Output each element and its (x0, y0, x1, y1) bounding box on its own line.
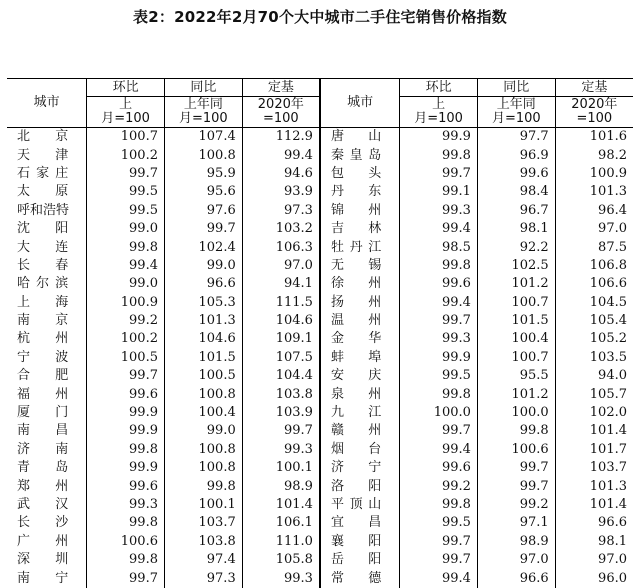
header-yoy-left: 同比 (164, 79, 242, 97)
mom-value-right: 99.5 (400, 514, 478, 532)
header-mom-right: 环比 (400, 79, 478, 97)
base-value-left: 112.9 (242, 128, 320, 147)
base-value-left: 106.1 (242, 514, 320, 532)
base-value-right: 101.3 (555, 477, 633, 495)
base-value-left: 99.3 (242, 569, 320, 587)
mom-value-right: 99.6 (400, 459, 478, 477)
city-name-right: 泉州 (320, 385, 400, 403)
yoy-value-right: 100.7 (477, 349, 555, 367)
yoy-value-left: 100.8 (164, 459, 242, 477)
base-value-left: 97.0 (242, 257, 320, 275)
header-city-right: 城市 (320, 79, 400, 128)
base-value-right: 105.4 (555, 312, 633, 330)
city-name-right: 安庆 (320, 367, 400, 385)
table-row (7, 349, 633, 367)
yoy-value-left: 99.0 (164, 257, 242, 275)
yoy-value-right: 99.8 (477, 422, 555, 440)
base-value-right: 94.0 (555, 367, 633, 385)
city-name-left: 太原 (17, 184, 69, 200)
city-name-left: 厦门 (17, 405, 69, 421)
mom-value-right: 99.4 (400, 294, 478, 312)
table-row (7, 441, 633, 459)
yoy-value-right: 100.6 (477, 441, 555, 459)
yoy-value-right: 99.7 (477, 459, 555, 477)
table-row (7, 294, 633, 312)
base-value-left: 99.3 (242, 441, 320, 459)
mom-value-right: 99.2 (400, 477, 478, 495)
city-name-left: 南昌 (17, 423, 69, 439)
city-name-right: 常德 (320, 569, 400, 587)
yoy-value-left: 107.4 (164, 128, 242, 147)
mom-value-right: 99.8 (400, 257, 478, 275)
city-name-right: 九江 (320, 404, 400, 422)
base-value-left: 100.1 (242, 459, 320, 477)
yoy-value-right: 100.7 (477, 294, 555, 312)
city-name-right: 平顶山 (320, 496, 400, 514)
base-value-right: 97.0 (555, 551, 633, 569)
mom-value-right: 99.7 (400, 165, 478, 183)
yoy-value-right: 99.7 (477, 477, 555, 495)
header-yoy-right: 同比 (477, 79, 555, 97)
yoy-value-right: 98.9 (477, 533, 555, 551)
mom-value-left: 100.2 (87, 146, 165, 164)
mom-value-right: 99.9 (400, 349, 478, 367)
base-value-right: 98.2 (555, 146, 633, 164)
mom-value-left: 99.5 (87, 183, 165, 201)
table-row (7, 312, 633, 330)
table-row (7, 257, 633, 275)
base-value-left: 94.1 (242, 275, 320, 293)
yoy-value-left: 103.7 (164, 514, 242, 532)
yoy-value-left: 97.4 (164, 551, 242, 569)
yoy-value-right: 97.7 (477, 128, 555, 147)
city-name-right: 温州 (320, 312, 400, 330)
base-value-left: 99.7 (242, 422, 320, 440)
yoy-value-left: 101.3 (164, 312, 242, 330)
base-value-left: 111.5 (242, 294, 320, 312)
base-value-right: 105.2 (555, 330, 633, 348)
table-row (7, 165, 633, 183)
mom-value-right: 99.7 (400, 551, 478, 569)
city-name-right: 包头 (320, 165, 400, 183)
city-name-left: 北京 (17, 129, 69, 145)
mom-value-left: 99.7 (87, 165, 165, 183)
table-row (7, 477, 633, 495)
base-value-left: 104.4 (242, 367, 320, 385)
table-row (7, 275, 633, 293)
city-name-left: 南宁 (17, 570, 69, 586)
mom-value-left: 100.5 (87, 349, 165, 367)
yoy-value-right: 101.2 (477, 385, 555, 403)
yoy-value-left: 103.8 (164, 533, 242, 551)
city-name-left: 深圳 (17, 552, 69, 568)
yoy-value-right: 96.7 (477, 202, 555, 220)
city-name-right: 唐山 (320, 128, 400, 147)
city-name-right: 锦州 (320, 202, 400, 220)
mom-value-right: 99.6 (400, 275, 478, 293)
header-mom-left: 环比 (87, 79, 165, 97)
city-name-left: 天津 (17, 147, 69, 163)
table-row (7, 385, 633, 403)
mom-value-left: 99.8 (87, 238, 165, 256)
city-name-left: 长沙 (17, 515, 69, 531)
yoy-value-left: 105.3 (164, 294, 242, 312)
city-name-left: 长春 (17, 257, 69, 273)
mom-value-left: 99.9 (87, 422, 165, 440)
yoy-value-left: 100.5 (164, 367, 242, 385)
table-row (7, 422, 633, 440)
base-value-right: 106.8 (555, 257, 633, 275)
header-base-right: 定基 (555, 79, 633, 97)
mom-value-right: 99.9 (400, 128, 478, 147)
mom-value-left: 100.9 (87, 294, 165, 312)
yoy-value-left: 104.6 (164, 330, 242, 348)
yoy-value-right: 100.0 (477, 404, 555, 422)
base-value-left: 98.9 (242, 477, 320, 495)
yoy-value-left: 95.6 (164, 183, 242, 201)
base-value-right: 101.3 (555, 183, 633, 201)
yoy-value-right: 92.2 (477, 238, 555, 256)
table-row (7, 367, 633, 385)
city-name-right: 秦皇岛 (320, 146, 400, 164)
mom-value-left: 99.0 (87, 275, 165, 293)
base-value-right: 96.4 (555, 202, 633, 220)
yoy-value-left: 95.9 (164, 165, 242, 183)
city-name-left: 青岛 (17, 460, 69, 476)
city-name-right: 金华 (320, 330, 400, 348)
city-name-right: 无锡 (320, 257, 400, 275)
base-value-left: 101.4 (242, 496, 320, 514)
table-row (7, 551, 633, 569)
city-name-left: 福州 (17, 386, 69, 402)
city-name-right: 吉林 (320, 220, 400, 238)
table-row (7, 404, 633, 422)
mom-value-left: 99.7 (87, 367, 165, 385)
mom-value-left: 99.5 (87, 202, 165, 220)
subheader-mom-left: 上 月=100 (87, 97, 165, 128)
city-name-right: 牡丹江 (320, 238, 400, 256)
yoy-value-right: 95.5 (477, 367, 555, 385)
table-row (7, 238, 633, 256)
base-value-left: 93.9 (242, 183, 320, 201)
mom-value-left: 99.3 (87, 496, 165, 514)
table-row (7, 183, 633, 201)
city-name-left: 宁波 (17, 349, 69, 365)
table-row (7, 146, 633, 164)
yoy-value-right: 96.6 (477, 569, 555, 587)
yoy-value-right: 99.6 (477, 165, 555, 183)
city-name-left: 郑州 (17, 478, 69, 494)
yoy-value-right: 97.0 (477, 551, 555, 569)
city-name-left: 合肥 (17, 368, 69, 384)
mom-value-right: 99.3 (400, 330, 478, 348)
table-row (7, 496, 633, 514)
table-row (7, 202, 633, 220)
mom-value-left: 99.9 (87, 404, 165, 422)
city-name-right: 襄阳 (320, 533, 400, 551)
subheader-yoy-right: 上年同 月=100 (477, 97, 555, 128)
base-value-right: 98.1 (555, 533, 633, 551)
base-value-right: 97.0 (555, 220, 633, 238)
city-name-left: 大连 (17, 239, 69, 255)
yoy-value-right: 100.4 (477, 330, 555, 348)
city-name-left: 石家庄 (17, 165, 69, 181)
city-name-right: 赣州 (320, 422, 400, 440)
city-name-left: 广州 (17, 533, 69, 549)
mom-value-right: 99.8 (400, 496, 478, 514)
city-name-right: 烟台 (320, 441, 400, 459)
city-name-right: 徐州 (320, 275, 400, 293)
yoy-value-left: 101.5 (164, 349, 242, 367)
base-value-right: 106.6 (555, 275, 633, 293)
city-name-left: 南京 (17, 313, 69, 329)
yoy-value-left: 96.6 (164, 275, 242, 293)
base-value-left: 97.3 (242, 202, 320, 220)
base-value-left: 111.0 (242, 533, 320, 551)
mom-value-right: 99.4 (400, 220, 478, 238)
mom-value-right: 98.5 (400, 238, 478, 256)
city-name-right: 丹东 (320, 183, 400, 201)
city-name-left: 呼和浩特 (17, 202, 70, 218)
base-value-left: 107.5 (242, 349, 320, 367)
mom-value-right: 99.4 (400, 441, 478, 459)
yoy-value-left: 99.0 (164, 422, 242, 440)
table-row (7, 514, 633, 532)
base-value-right: 100.9 (555, 165, 633, 183)
table-body (7, 128, 633, 588)
yoy-value-left: 99.8 (164, 477, 242, 495)
header-base-left: 定基 (242, 79, 320, 97)
city-name-left: 沈阳 (17, 221, 69, 237)
yoy-value-right: 101.2 (477, 275, 555, 293)
subheader-base-right: 2020年=100 (555, 97, 633, 128)
yoy-value-right: 102.5 (477, 257, 555, 275)
yoy-value-left: 102.4 (164, 238, 242, 256)
base-value-right: 105.7 (555, 385, 633, 403)
base-value-left: 109.1 (242, 330, 320, 348)
mom-value-left: 99.8 (87, 551, 165, 569)
yoy-value-left: 100.1 (164, 496, 242, 514)
city-name-right: 济宁 (320, 459, 400, 477)
mom-value-left: 100.7 (87, 128, 165, 147)
base-value-left: 103.9 (242, 404, 320, 422)
mom-value-right: 99.4 (400, 569, 478, 587)
base-value-right: 87.5 (555, 238, 633, 256)
mom-value-right: 99.7 (400, 312, 478, 330)
subheader-yoy-left: 上年同 月=100 (164, 97, 242, 128)
base-value-right: 101.7 (555, 441, 633, 459)
mom-value-left: 99.9 (87, 459, 165, 477)
mom-value-right: 99.5 (400, 367, 478, 385)
yoy-value-left: 100.8 (164, 441, 242, 459)
base-value-right: 101.4 (555, 422, 633, 440)
table-row (7, 220, 633, 238)
base-value-left: 94.6 (242, 165, 320, 183)
city-name-right: 洛阳 (320, 477, 400, 495)
mom-value-right: 99.8 (400, 385, 478, 403)
base-value-right: 103.7 (555, 459, 633, 477)
yoy-value-right: 97.1 (477, 514, 555, 532)
mom-value-right: 100.0 (400, 404, 478, 422)
city-name-left: 杭州 (17, 331, 69, 347)
yoy-value-left: 99.7 (164, 220, 242, 238)
base-value-right: 96.6 (555, 514, 633, 532)
table-row (7, 533, 633, 551)
mom-value-left: 99.7 (87, 569, 165, 587)
base-value-right: 101.4 (555, 496, 633, 514)
yoy-value-left: 100.8 (164, 146, 242, 164)
yoy-value-right: 99.2 (477, 496, 555, 514)
yoy-value-left: 97.6 (164, 202, 242, 220)
city-name-right: 宜昌 (320, 514, 400, 532)
city-name-left: 哈尔滨 (17, 276, 69, 292)
base-value-right: 104.5 (555, 294, 633, 312)
yoy-value-right: 98.4 (477, 183, 555, 201)
city-name-right: 扬州 (320, 294, 400, 312)
yoy-value-right: 96.9 (477, 146, 555, 164)
base-value-right: 101.6 (555, 128, 633, 147)
mom-value-left: 99.2 (87, 312, 165, 330)
base-value-left: 106.3 (242, 238, 320, 256)
mom-value-right: 99.3 (400, 202, 478, 220)
city-name-left: 济南 (17, 441, 69, 457)
mom-value-left: 99.4 (87, 257, 165, 275)
mom-value-left: 99.8 (87, 441, 165, 459)
base-value-left: 103.2 (242, 220, 320, 238)
base-value-right: 96.0 (555, 569, 633, 587)
mom-value-right: 99.7 (400, 422, 478, 440)
mom-value-left: 100.2 (87, 330, 165, 348)
table-row (7, 330, 633, 348)
mom-value-right: 99.8 (400, 146, 478, 164)
yoy-value-left: 100.8 (164, 385, 242, 403)
city-name-right: 岳阳 (320, 551, 400, 569)
base-value-left: 105.8 (242, 551, 320, 569)
yoy-value-left: 97.3 (164, 569, 242, 587)
mom-value-left: 99.6 (87, 477, 165, 495)
table-row (7, 459, 633, 477)
base-value-left: 103.8 (242, 385, 320, 403)
table-title: 表2：2022年2月70个大中城市二手住宅销售价格指数 (133, 8, 507, 26)
header-city-left: 城市 (7, 79, 87, 128)
price-index-table (7, 78, 633, 588)
subheader-mom-right: 上 月=100 (400, 97, 478, 128)
mom-value-right: 99.7 (400, 533, 478, 551)
base-value-right: 102.0 (555, 404, 633, 422)
yoy-value-right: 101.5 (477, 312, 555, 330)
base-value-left: 104.6 (242, 312, 320, 330)
table-row (7, 128, 633, 147)
yoy-value-right: 98.1 (477, 220, 555, 238)
mom-value-right: 99.1 (400, 183, 478, 201)
mom-value-left: 99.8 (87, 514, 165, 532)
city-name-left: 武汉 (17, 497, 69, 512)
yoy-value-left: 100.4 (164, 404, 242, 422)
city-name-right: 蚌埠 (320, 349, 400, 367)
mom-value-left: 99.0 (87, 220, 165, 238)
city-name-left: 上海 (17, 294, 69, 310)
mom-value-left: 99.6 (87, 385, 165, 403)
mom-value-left: 100.6 (87, 533, 165, 551)
subheader-base-left: 2020年=100 (242, 97, 320, 128)
base-value-right: 103.5 (555, 349, 633, 367)
base-value-left: 99.4 (242, 146, 320, 164)
